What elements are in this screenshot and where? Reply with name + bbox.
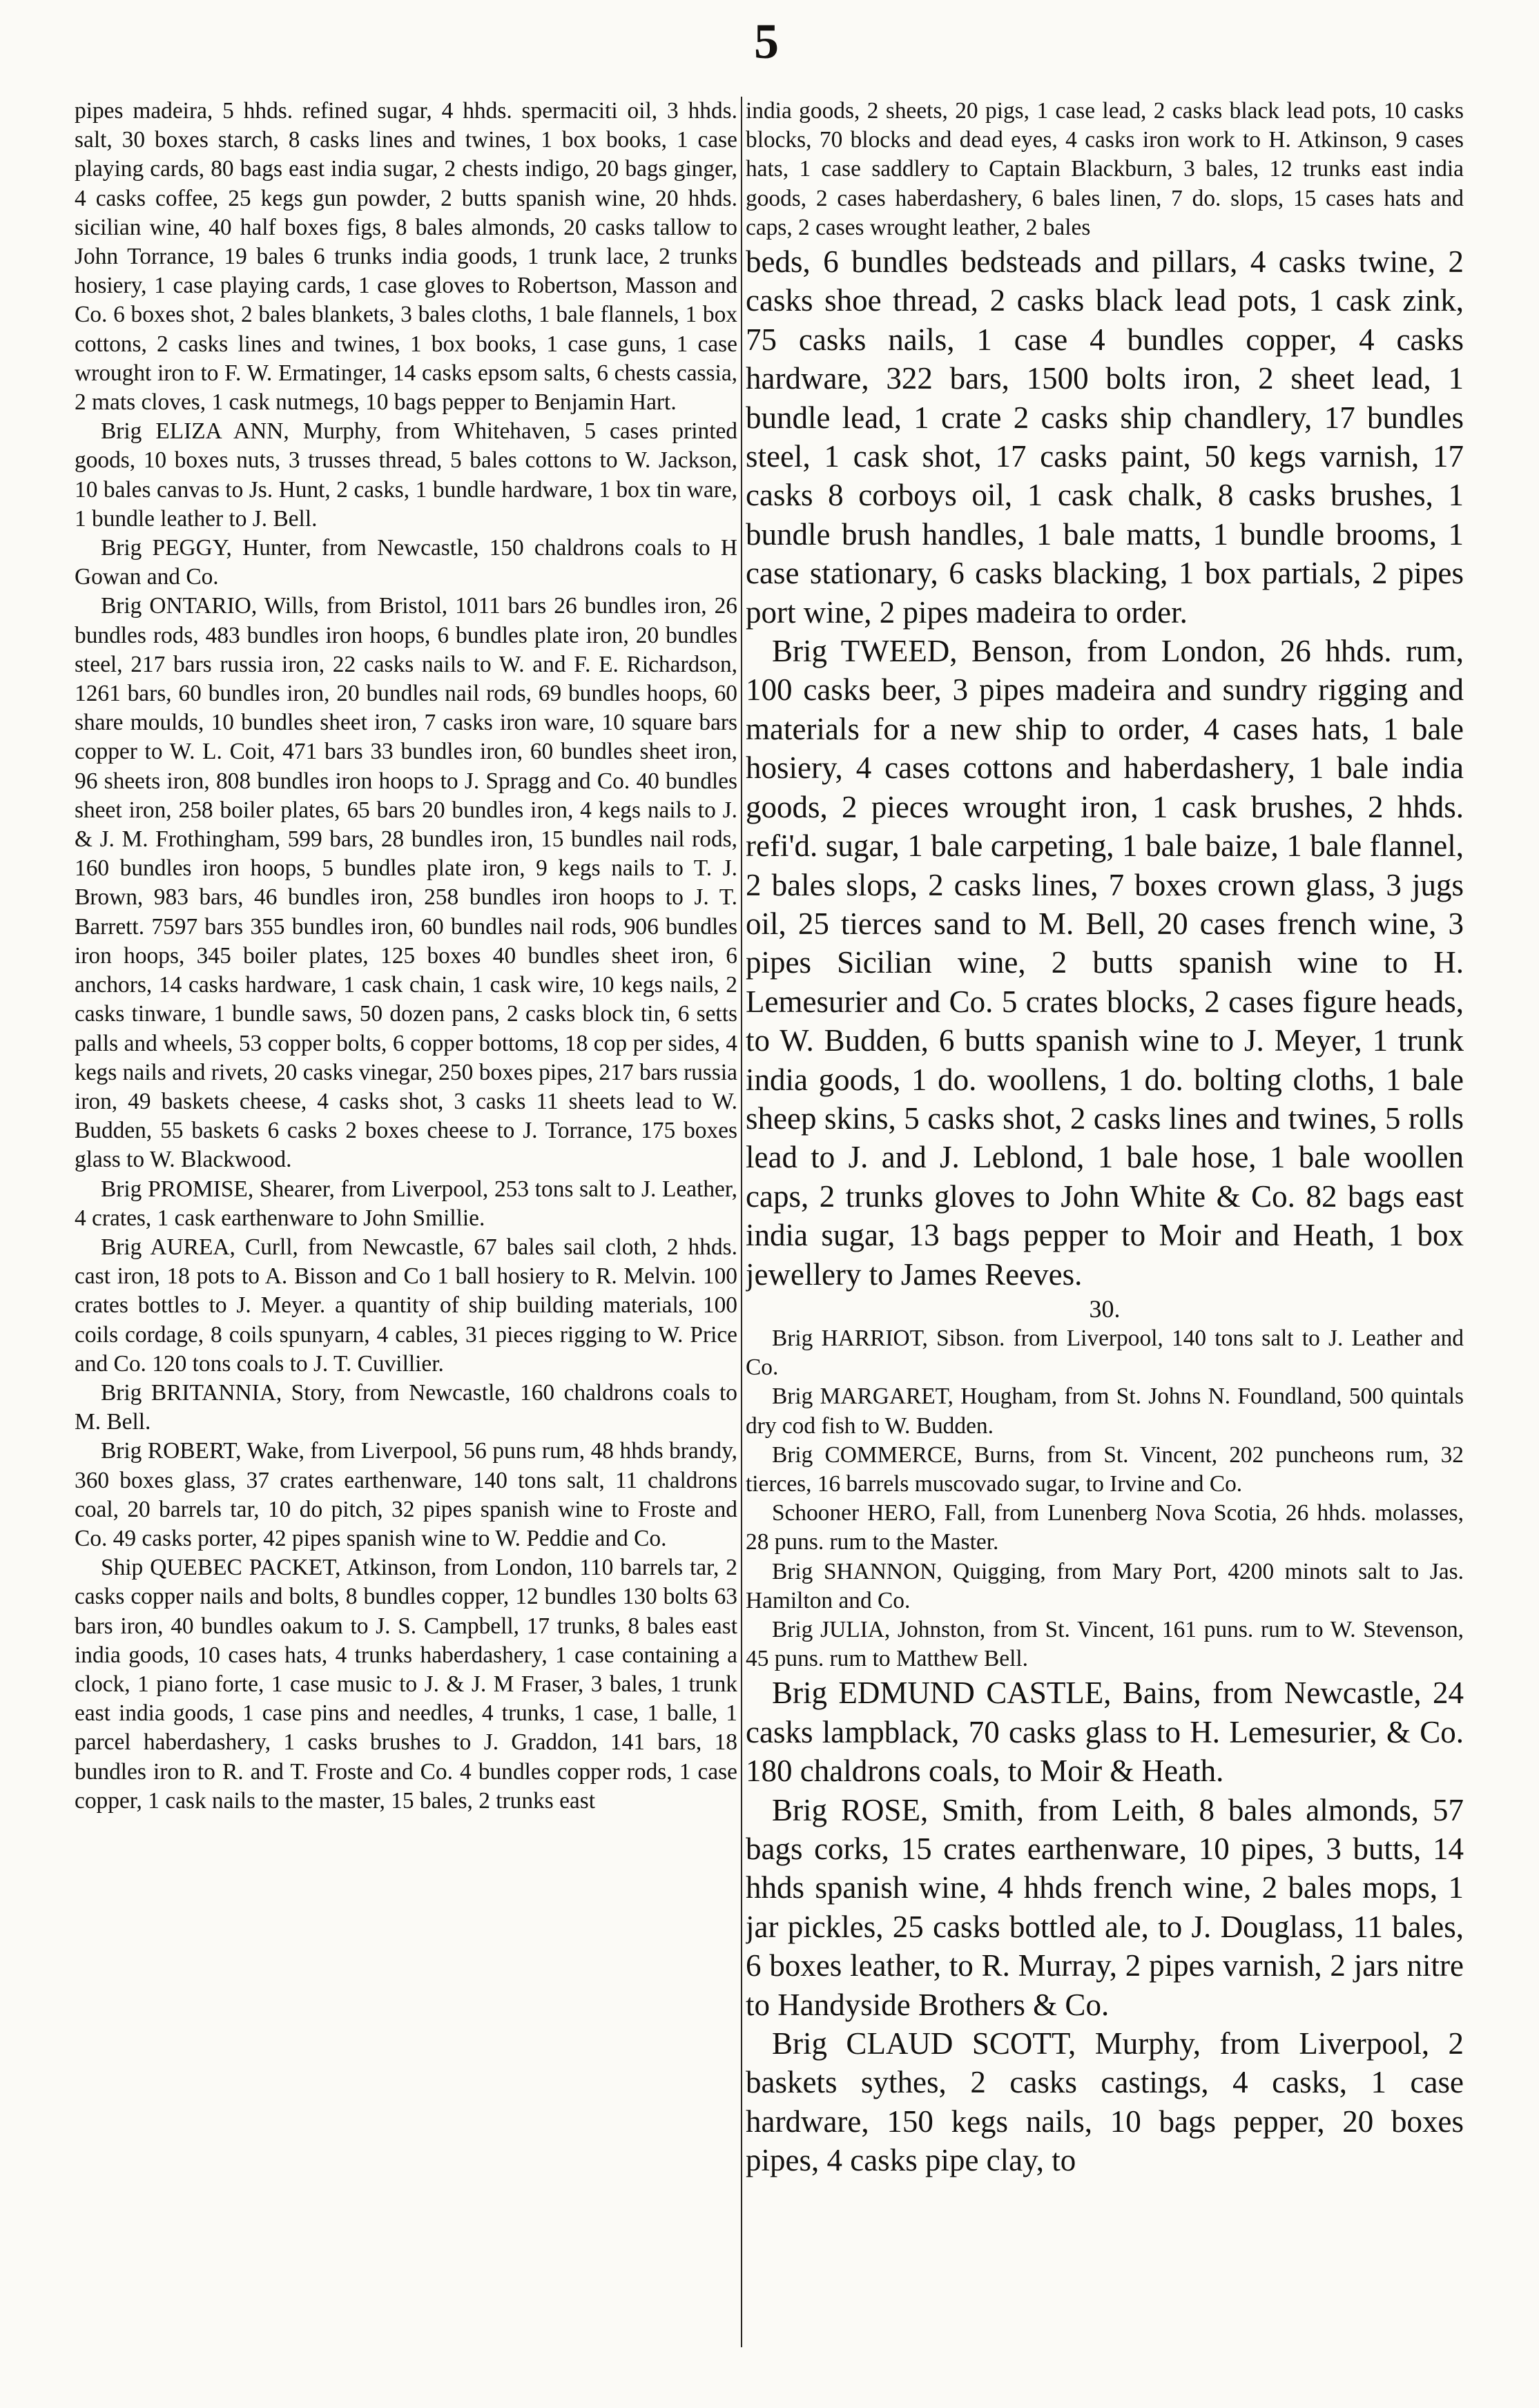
left-column (75, 97, 737, 2368)
entry-claud-scott: Brig CLAUD SCOTT, Murphy, from Liverpool, 2 baskets sythes, 2 casks castings, 4 casks, 1 case hardware, 150 kegs nails, 10 bags pepper, 20 boxes pipes, 4 casks pipe clay, to (746, 2026, 1464, 2178)
entry-rose: Brig ROSE, Smith, from Leith, 8 bales almonds, 57 bags corks, 15 crates earthenware, 10 pipes, 3 butts, 14 hhds spanish wine, 4 hhds french wine, 2 bales mops, 1 jar pickles, 25 casks bottled ale, to J. Douglass, 11 bales, 6 boxes leather, to R. Murray, 2 pipes varnish, 2 jars nitre to Handyside Brothers & Co. (746, 1792, 1464, 2022)
column-divider (741, 97, 742, 2347)
entry-eliza-ann: Brig ELIZA ANN, Murphy, from Whitehaven, 5 cases printed goods, 10 boxes nuts, 3 trusses thread, 5 bales cottons to W. Jackson, 10 bales canvas to Js. Hunt, 2 casks, 1 bundle hardware, 1 box tin ware, 1 bundle leather to J. Bell. (75, 418, 737, 532)
entry-hero: Schooner HERO, Fall, from Lunenberg Nova Scotia, 26 hhds. molasses, 28 puns. rum to the Master. (746, 1500, 1464, 1555)
page-number: 5 (754, 14, 779, 69)
entry-margaret: Brig MARGARET, Hougham, from St. Johns N. Foundland, 500 quintals dry cod fish to W. Budden. (746, 1383, 1464, 1439)
entry-peggy: Brig PEGGY, Hunter, from Newcastle, 150 chaldrons coals to H Gowan and Co. (75, 535, 737, 590)
entry-promise: Brig PROMISE, Shearer, from Liverpool, 253 tons salt to J. Leather, 4 crates, 1 cask earthenware to John Smillie. (75, 1176, 737, 1231)
entry-commerce: Brig COMMERCE, Burns, from St. Vincent, 202 puncheons rum, 32 tierces, 16 barrels muscovado sugar, to Irvine and Co. (746, 1441, 1464, 1497)
entry-britannia: Brig BRITANNIA, Story, from Newcastle, 160 chaldrons coals to M. Bell. (75, 1379, 737, 1435)
entry-edmund-castle: Brig EDMUND CASTLE, Bains, from Newcastle, 24 casks lampblack, 70 casks glass to H. Lemesurier, & Co. 180 chaldrons coals, to Moir & Heath. (746, 1676, 1464, 1789)
entry-ontario: Brig ONTARIO, Wills, from Bristol, 1011 bars 26 bundles iron, 26 bundles rods, 483 bundles iron hoops, 6 bundles plate iron, 20 bundles steel, 217 bars russia iron, 22 casks nails to W. and F. E. Richardson, 1261 bars, 60 bundles iron, 20 bundles nail rods, 69 bundles hoops, 60 share moulds, 10 bundles sheet iron, 7 casks iron ware, 10 square bars copper to W. L. Coit, 471 bars 33 bundles iron, 60 bundles sheet iron, 96 sheets iron, 808 bundles iron hoops to J. Spragg and Co. 40 bundles sheet iron, 258 boiler plates, 65 bars 20 bundles iron, 4 kegs nails to J. & J. M. Frothingham, 599 bars, 28 bundles iron, 15 bundles nail rods, 160 bundles iron hoops, 5 bundles plate iron, 9 kegs nails to T. J. Brown, 983 bars, 46 bundles iron, 258 bundles iron hoops to J. T. Barrett. 7597 bars 355 bundles iron, 60 bundles nail rods, 906 bundles iron hoops, 345 boiler plates, 125 boxes 40 bundles sheet iron, 6 anchors, 14 casks hardware, 1 cask chain, 1 cask wire, 10 kegs nails, 2 casks tinware, 1 bundle saws, 50 dozen pans, 2 casks block tin, 6 setts palls and wheels, 53 copper bolts, 6 copper bottoms, 18 cop per sides, 4 kegs nails and rivets, 20 casks vinegar, 250 boxes pipes, 217 bars russia iron, 49 baskets cheese, 4 casks shot, 3 casks 11 sheets lead to W. Budden, 55 baskets 6 casks 2 boxes cheese to J. Torrance, 175 boxes glass to W. Blackwood. (75, 593, 737, 1173)
right-column (746, 97, 1464, 2368)
entry-continued: pipes madeira, 5 hhds. refined sugar, 4 hhds. spermaciti oil, 3 hhds. salt, 30 boxes starch, 8 casks lines and twines, 1 box books, 1 case playing cards, 80 bags east india sugar, 2 chests indigo, 20 bags ginger, 4 casks coffee, 25 kegs gun powder, 2 butts spanish wine, 20 hhds. sicilian wine, 40 half boxes figs, 8 bales almonds, 20 casks tallow to John Torrance, 19 bales 6 trunks india goods, 1 trunk lace, 2 trunks hosiery, 1 case playing cards, 1 case gloves to Robertson, Masson and Co. 6 boxes shot, 2 bales blankets, 3 bales cloths, 1 bale flannels, 1 box cottons, 2 casks lines and twines, 1 box books, 1 case guns, 1 case wrought iron to F. W. Ermatinger, 14 casks epsom salts, 6 chests cassia, 2 mats cloves, 1 cask nutmegs, 10 bags pepper to Benjamin Hart. (75, 98, 737, 416)
entry-shannon: Brig SHANNON, Quigging, from Mary Port, 4200 minots salt to Jas. Hamilton and Co. (746, 1558, 1464, 1613)
entry-julia: Brig JULIA, Johnston, from St. Vincent, 161 puns. rum to W. Stevenson, 45 puns. rum to Matthew Bell. (746, 1617, 1464, 1672)
entry-robert: Brig ROBERT, Wake, from Liverpool, 56 puns rum, 48 hhds brandy, 360 boxes glass, 37 crates earthenware, 140 tons salt, 11 chaldrons coal, 20 barrels tar, 10 do pitch, 32 pipes spanish wine to Froste and Co. 49 casks porter, 42 pipes spanish wine to W. Peddie and Co. (75, 1438, 737, 1551)
entry-aurea: Brig AUREA, Curll, from Newcastle, 67 bales sail cloth, 2 hhds. cast iron, 18 pots to A. Bisson and Co 1 ball hosiery to R. Melvin. 100 crates bottles to J. Meyer. a quantity of ship building materials, 100 coils cordage, 8 coils spunyarn, 4 cables, 31 pieces rigging to W. Price and Co. 120 tons coals to J. T. Cuvillier. (75, 1234, 737, 1377)
entry-harriot: Brig HARRIOT, Sibson. from Liverpool, 140 tons salt to J. Leather and Co. (746, 1325, 1464, 1381)
entry-quebec-packet: Ship QUEBEC PACKET, Atkinson, from London, 110 barrels tar, 2 casks copper nails and bolts, 8 bundles copper, 12 bundles 130 bolts 63 bars iron, 40 bundles oakum to J. S. Campbell, 17 trunks, 8 bales east india goods, 10 cases hats, 4 trunks haberdashery, 1 case containing a clock, 1 piano forte, 1 case music to J. & J. M Fraser, 3 bales, 1 trunk east india goods, 1 case pins and needles, 4 trunks, 1 case, 1 balle, 1 parcel haberdashery, 1 casks brushes to J. Graddon, 141 bars, 18 bundles iron to R. and T. Froste and Co. 4 bundles copper rods, 1 case copper, 1 cask nails to the master, 15 bales, 2 trunks east (75, 1555, 737, 1814)
date-heading: 30. (1089, 1294, 1121, 1323)
entry-continued-large: beds, 6 bundles bedsteads and pillars, 4 casks twine, 2 casks shoe thread, 2 casks black lead pots, 1 cask zink, 75 casks nails, 1 case 4 bundles copper, 4 casks hardware, 322 bars, 1500 bolts iron, 2 sheet lead, 1 bundle lead, 1 crate 2 casks ship chandlery, 17 bundles steel, 1 cask shot, 17 casks paint, 50 kegs varnish, 17 casks 8 corboys oil, 1 cask chalk, 8 casks brushes, 1 bundle brush handles, 1 bale matts, 1 bundle brooms, 1 case stationary, 6 casks blacking, 1 box partials, 2 pipes port wine, 2 pipes madeira to order. (746, 244, 1464, 630)
entry-tweed: Brig TWEED, Benson, from London, 26 hhds. rum, 100 casks beer, 3 pipes madeira and sundry rigging and materials for a new ship to order, 4 cases hats, 1 bale hosiery, 4 cases cottons and haberdashery, 1 bale india goods, 2 pieces wrought iron, 1 cask brushes, 2 hhds. refi'd. sugar, 1 bale carpeting, 1 bale baize, 1 bale flannel, 2 bales slops, 2 casks lines, 7 boxes crown glass, 3 jugs oil, 25 tierces sand to M. Bell, 20 cases french wine, 3 pipes Sicilian wine, 2 butts spanish wine to H. Lemesurier and Co. 5 crates blocks, 2 cases figure heads, to W. Budden, 6 butts spanish wine to J. Meyer, 1 trunk india goods, 1 do. woollens, 1 do. bolting cloths, 1 bale sheep skins, 5 casks shot, 2 casks lines and twines, 5 rolls lead to J. and J. Leblond, 1 bale hose, 1 bale woollen caps, 2 trunks gloves to John White & Co. 82 bags east india sugar, 13 bags pepper to Moir and Heath, 1 box jewellery to James Reeves. (746, 634, 1464, 1292)
entry-continued-right: india goods, 2 sheets, 20 pigs, 1 case lead, 2 casks black lead pots, 10 casks blocks, 70 blocks and dead eyes, 4 casks iron work to H. Atkinson, 9 cases hats, 1 case saddlery to Captain Blackburn, 3 bales, 12 trunks east india goods, 2 cases haberdashery, 6 bales linen, 7 do. slops, 15 cases hats and caps, 2 cases wrought leather, 2 bales (746, 98, 1464, 240)
